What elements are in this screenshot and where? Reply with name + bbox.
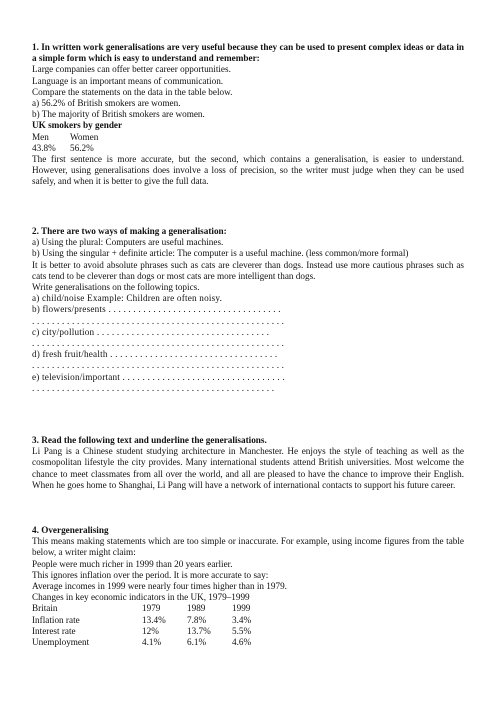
accurate-statement: Average incomes in 1999 were nearly four times higher than in 1979.	[32, 581, 287, 592]
overgeneral-claim: People were much richer in 1999 than 20 years earlier.	[32, 558, 233, 569]
table-cell: 3.4%	[232, 614, 252, 625]
compare-instruction: Compare the statements on the data in the table below.	[32, 86, 233, 97]
exercise-line: a) child/noise Example: Children are often noisy.	[32, 293, 223, 304]
exercise-line: . . . . . . . . . . . . . . . . . . . . . . . . . . . . . . . . . . . . . . . . . . . . . . . . . . .	[32, 315, 285, 326]
section-1-paragraph: The first sentence is more accurate, but the second, which contains a generalisation, is easier to understand. However, using generalisations does involve a loss of precision, so the writer must judge when they can be used safely, and when it is better to give the full data.	[32, 154, 464, 187]
exercise-line: c) city/pollution . . . . . . . . . . . . . . . . . . . . . . . . . . . . . . . . . . .	[32, 326, 270, 337]
header-cell: 1979	[142, 603, 161, 614]
section-1	[32, 42, 464, 188]
section-4	[32, 525, 464, 648]
header-women: Women	[70, 131, 99, 142]
table-cell: 12%	[142, 625, 159, 636]
row-label: Interest rate	[32, 625, 76, 636]
method-a: a) Using the plural: Computers are useful machines.	[32, 237, 224, 248]
header-cell: Britain	[32, 603, 58, 614]
example-2: Language is an important means of communication.	[32, 75, 224, 86]
statement-a: a) 56.2% of British smokers are women.	[32, 98, 181, 109]
economic-table-title: Changes in key economic indicators in the UK, 1979–1999	[32, 592, 250, 603]
exercise-line: . . . . . . . . . . . . . . . . . . . . . . . . . . . . . . . . . . . . . . . . . . . . . . . . . . .	[32, 360, 285, 371]
table-cell: 4.1%	[142, 637, 162, 648]
section-2-paragraph: It is better to avoid absolute phrases such as cats are cleverer than dogs. Instead use more cautious phrases such as cats tend to be cleverer than dogs or most cats are more intelligent than dogs.	[32, 259, 464, 281]
exercise-line: b) flowers/presents . . . . . . . . . . . . . . . . . . . . . . . . . . . . . . . . . . .	[32, 304, 281, 315]
section-3	[32, 435, 464, 491]
value-men: 43.8%	[32, 142, 56, 153]
exercise-line: . . . . . . . . . . . . . . . . . . . . . . . . . . . . . . . . . . . . . . . . . . . . . . . . .	[32, 382, 275, 393]
table-cell: 13.7%	[187, 625, 211, 636]
row-label: Unemployment	[32, 637, 90, 648]
section-2-heading: 2. There are two ways of making a generalisation:	[32, 226, 227, 236]
section-3-paragraph: Li Pang is a Chinese student studying architecture in Manchester. He enjoys the style of teaching as well as the cosmopolitan lifestyle the city provides. Many international students attend British universities. Most welcome the chance to meet classmates from all over the world, and all are pleased to have the chance to improve their English. When he goes home to Shanghai, Li Pang will have a network of international contacts to support his future career.	[32, 446, 464, 490]
statement-b: b) The majority of British smokers are women.	[32, 109, 205, 120]
section-4-paragraph: This means making statements which are too simple or inaccurate. For example, using income figures from the table below, a writer might claim:	[32, 536, 464, 558]
table-row	[32, 626, 464, 637]
header-men: Men	[32, 131, 49, 142]
table-cell: 6.1%	[187, 637, 207, 648]
table-cell: 13.4%	[142, 614, 166, 625]
smokers-table-header	[32, 132, 464, 143]
table-cell: 7.8%	[187, 614, 207, 625]
write-instruction: Write generalisations on the following topics.	[32, 282, 200, 293]
section-4-heading: 4. Overgeneralising	[32, 525, 109, 535]
value-women: 56.2%	[70, 142, 94, 153]
table-row	[32, 637, 464, 648]
table-cell: 5.5%	[232, 625, 252, 636]
economic-table-header	[32, 603, 464, 614]
smokers-table-values	[32, 143, 464, 154]
row-label: Inflation rate	[32, 614, 80, 625]
method-b: b) Using the singular + definite article: The computer is a useful machine. (less common/more formal)	[32, 248, 409, 259]
section-1-heading: 1. In written work generalisations are very useful because they can be used to present complex ideas or data in a simple form which is easy to understand and remember:	[32, 42, 464, 64]
ignores-note: This ignores inflation over the period. It is more accurate to say:	[32, 569, 269, 580]
exercise-line: d) fresh fruit/health . . . . . . . . . . . . . . . . . . . . . . . . . . . . . . . . . .	[32, 349, 278, 360]
table-row	[32, 615, 464, 626]
header-cell: 1999	[232, 603, 251, 614]
exercise-line: . . . . . . . . . . . . . . . . . . . . . . . . . . . . . . . . . . . . . . . . . . . . . . . . . . .	[32, 338, 285, 349]
section-2	[32, 226, 464, 394]
header-cell: 1989	[187, 603, 206, 614]
example-1: Large companies can offer better career opportunities.	[32, 64, 231, 75]
section-3-heading: 3. Read the following text and underline the generalisations.	[32, 435, 267, 445]
smokers-table-title: UK smokers by gender	[32, 120, 123, 131]
exercise-line: e) television/important . . . . . . . . . . . . . . . . . . . . . . . . . . . . . . . . .	[32, 371, 285, 382]
table-cell: 4.6%	[232, 637, 252, 648]
